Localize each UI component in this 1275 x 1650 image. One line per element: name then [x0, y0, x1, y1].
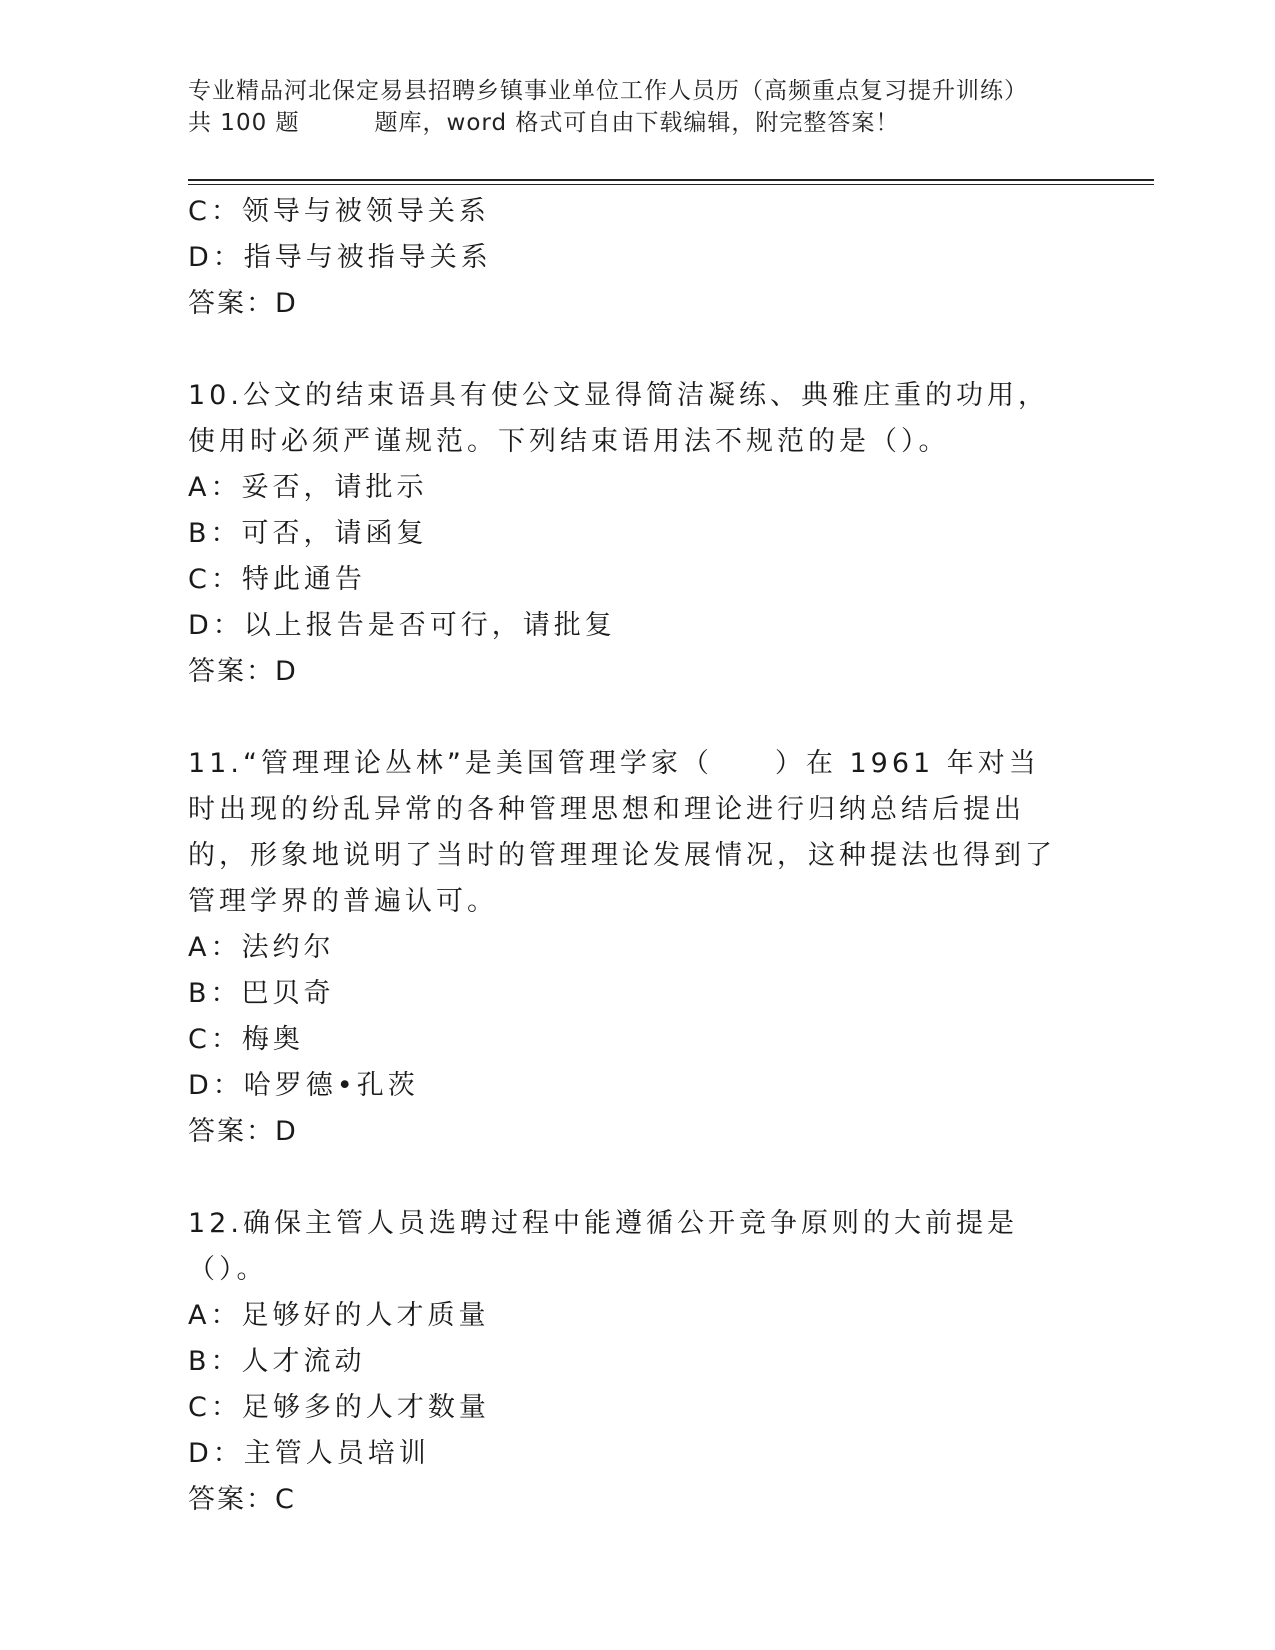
option-a: A：足够好的人才质量 — [188, 1300, 490, 1331]
question-12 — [188, 1201, 1088, 1523]
option-b: B：人才流动 — [188, 1346, 366, 1377]
header-subtitle — [188, 107, 1088, 139]
question-list — [188, 189, 1088, 1523]
answer-line: 答案：D — [188, 288, 298, 319]
document-header — [188, 75, 1088, 139]
question-stem: 12.确保主管人员选聘过程中能遵循公开竞争原则的大前提是（）。 — [188, 1208, 1018, 1285]
option-d: D：哈罗德•孔茨 — [188, 1070, 419, 1101]
answer-line: 答案：D — [188, 1116, 298, 1147]
header-title: 专业精品河北保定易县招聘乡镇事业单位工作人员历（高频重点复习提升训练） — [188, 78, 1028, 104]
option-a: A：法约尔 — [188, 932, 335, 963]
carryover-block — [188, 189, 1088, 327]
option-c: C：领导与被领导关系 — [188, 196, 490, 227]
option-d: D：以上报告是否可行，请批复 — [188, 610, 616, 641]
header-note: 题库，word 格式可自由下载编辑，附完整答案！ — [374, 110, 900, 136]
header-rule-thin — [188, 184, 1154, 185]
question-10 — [188, 373, 1088, 695]
answer-line: 答案：D — [188, 656, 298, 687]
option-d: D：指导与被指导关系 — [188, 242, 492, 273]
question-11 — [188, 741, 1088, 1155]
answer-line: 答案：C — [188, 1484, 296, 1515]
question-stem: 10.公文的结束语具有使公文显得简洁凝练、典雅庄重的功用，使用时必须严谨规范。下列结束语用法不规范的是（）。 — [188, 380, 1049, 457]
option-c: C：特此通告 — [188, 564, 366, 595]
option-d: D：主管人员培训 — [188, 1438, 430, 1469]
option-b: B：可否，请函复 — [188, 518, 428, 549]
option-b: B：巴贝奇 — [188, 978, 335, 1009]
option-a: A：妥否，请批示 — [188, 472, 428, 503]
option-c: C：梅奥 — [188, 1024, 304, 1055]
header-count: 共 100 题 — [188, 110, 300, 136]
header-rule-thick — [188, 179, 1154, 181]
option-c: C：足够多的人才数量 — [188, 1392, 490, 1423]
question-stem: 11.“管理理论丛林”是美国管理学家（ ）在 1961 年对当时出现的纷乱异常的各种管理思想和理论进行归纳总结后提出的，形象地说明了当时的管理理论发展情况，这种提法也得到了管理学界的普遍认可。 — [188, 748, 1056, 917]
